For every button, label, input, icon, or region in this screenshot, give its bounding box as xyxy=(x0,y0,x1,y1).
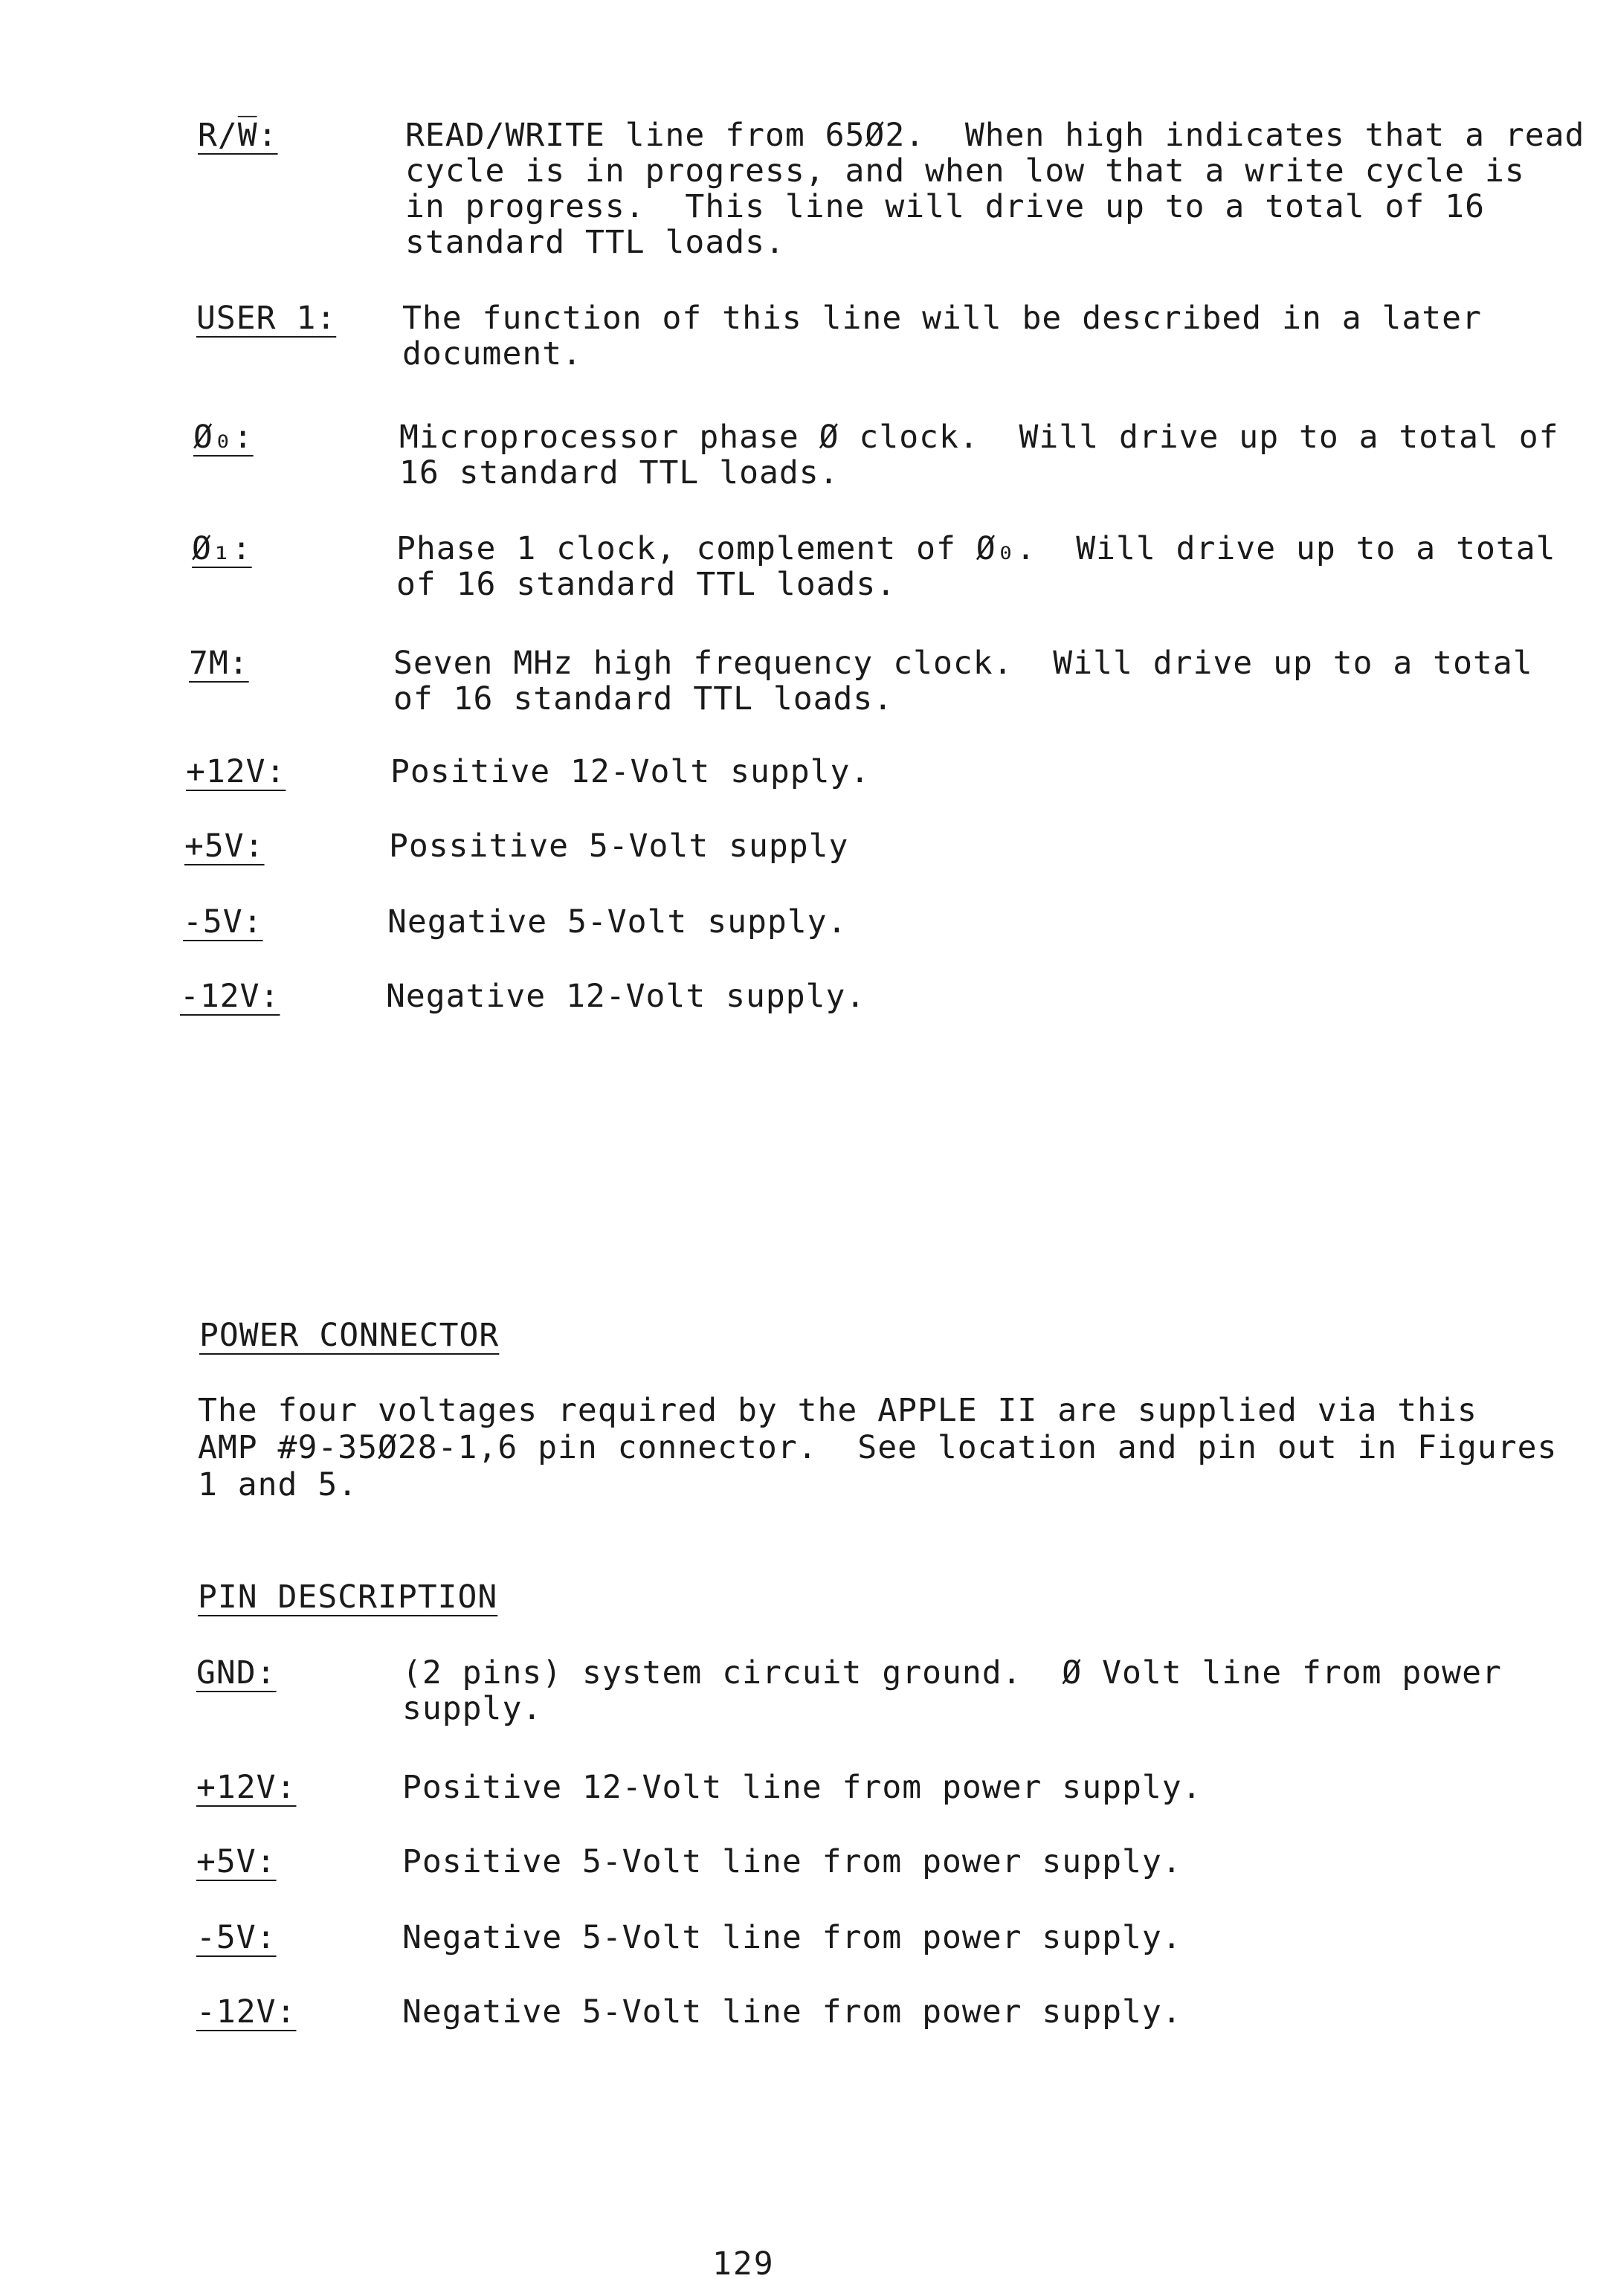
signal-term: 7M: xyxy=(189,645,249,682)
pin-term: -5V: xyxy=(196,1919,277,1956)
pin-description: Negative 5-Volt line from power supply. xyxy=(402,1919,1182,1956)
signal-description: Microprocessor phase Ø clock. Will drive up to a total of 16 standard TTL loads. xyxy=(399,419,1559,491)
signal-term: Ø₁: xyxy=(192,530,252,567)
pin-description: Negative 5-Volt line from power supply. xyxy=(402,1993,1182,2031)
power-connector-paragraph: The four voltages required by the APPLE II are supplied via this AMP #9-35Ø28-1,6 pin connector. See location and pin out in Figures 1 and 5. xyxy=(198,1392,1558,1503)
pin-description: Positive 5-Volt line from power supply. xyxy=(402,1843,1182,1880)
pin-term: -12V: xyxy=(196,1993,297,2031)
signal-term: +5V: xyxy=(184,828,265,865)
signal-description: The function of this line will be described in a later document. xyxy=(402,300,1482,373)
signal-description: Positive 12-Volt supply. xyxy=(390,753,871,790)
pin-description: (2 pins) system circuit ground. Ø Volt line from power supply. xyxy=(402,1654,1502,1727)
signal-description: Possitive 5-Volt supply xyxy=(389,828,849,865)
pin-description: Positive 12-Volt line from power supply. xyxy=(402,1769,1202,1806)
signal-term: -5V: xyxy=(183,903,263,941)
pin-term: +5V: xyxy=(196,1843,277,1880)
signal-term: Ø₀: xyxy=(193,419,254,456)
signal-term: R/W̅: xyxy=(198,117,278,154)
signal-term: +12V: xyxy=(186,753,286,790)
signal-term: -12V: xyxy=(180,978,280,1015)
signal-description: Phase 1 clock, complement of Ø₀. Will drive up to a total of 16 standard TTL loads. xyxy=(396,530,1556,603)
section-heading-pin-description: PIN DESCRIPTION xyxy=(198,1578,498,1616)
page-number: 129 xyxy=(712,2245,775,2283)
signal-description: Negative 12-Volt supply. xyxy=(386,978,866,1015)
signal-term: USER 1: xyxy=(196,300,337,337)
section-heading-power-connector: POWER CONNECTOR xyxy=(199,1317,500,1354)
signal-description: READ/WRITE line from 65Ø2. When high indicates that a read cycle is in progress, and when low that a write cycle is in progress. This line will drive up to a total of 16 standard TTL loads. xyxy=(405,117,1585,261)
signal-description: Seven MHz high frequency clock. Will drive up to a total of 16 standard TTL loads. xyxy=(393,645,1533,718)
signal-description: Negative 5-Volt supply. xyxy=(387,903,848,941)
pin-term: +12V: xyxy=(196,1769,297,1806)
pin-term: GND: xyxy=(196,1654,277,1692)
